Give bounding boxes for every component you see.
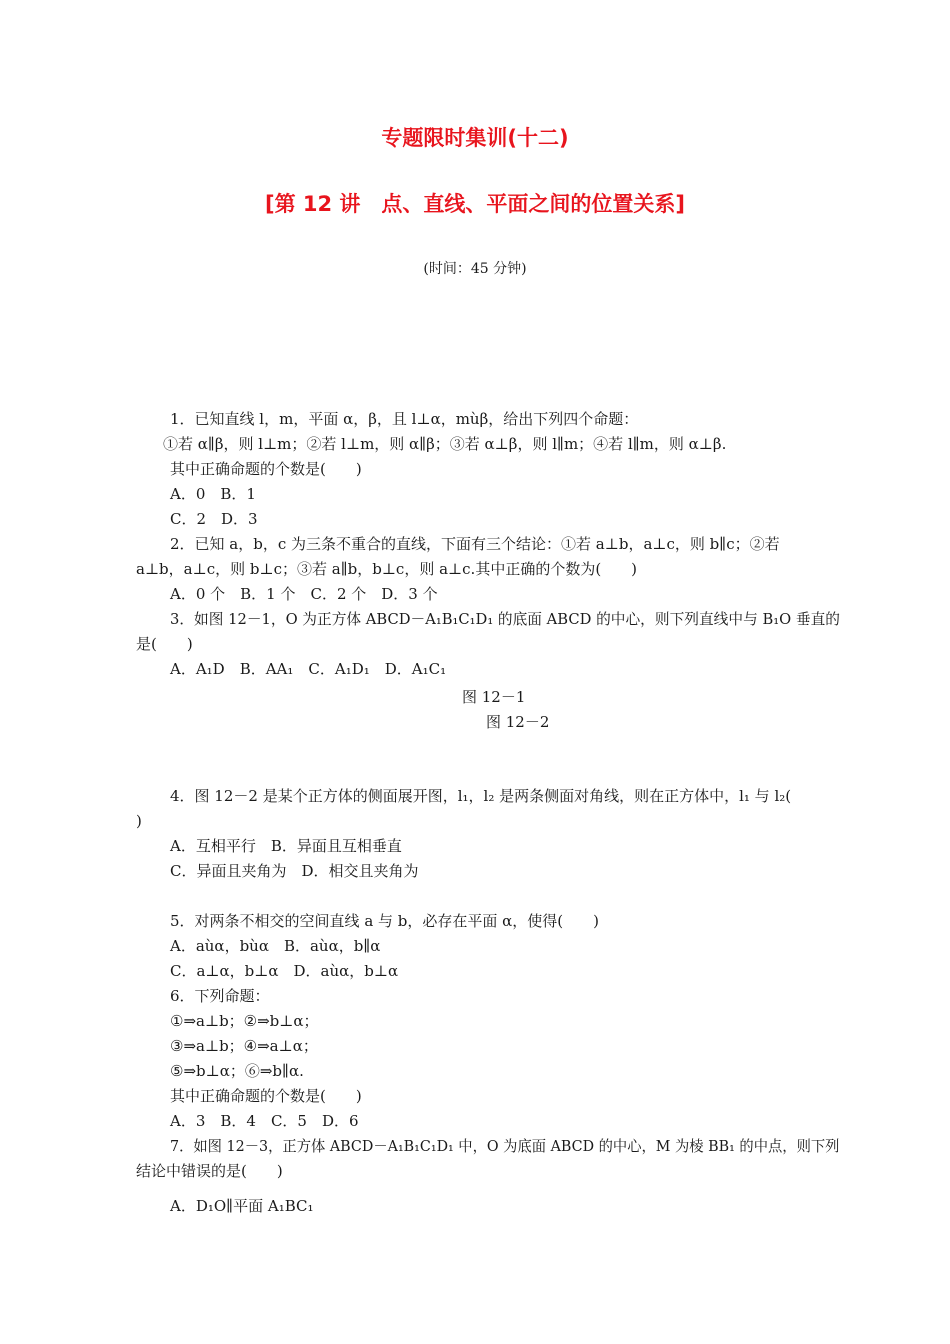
q1-propositions: ①若 α∥β，则 l⊥m；②若 l⊥m，则 α∥β；③若 α⊥β，则 l∥m；④若 l∥m，则 α⊥β. <box>163 435 727 453</box>
q4-stem-cont: ) <box>136 812 142 830</box>
q5-options-ab: A．aùα，bùα B．aùα，b∥α <box>170 937 381 955</box>
q2-options: A．0 个 B．1 个 C．2 个 D．3 个 <box>170 585 438 603</box>
lecture-subtitle: [第 12 讲 点、直线、平面之间的位置关系] <box>264 192 686 216</box>
q7-stem: 7．如图 12－3，正方体 ABCD－A₁B₁C₁D₁ 中，O 为底面 ABCD 的中心，M 为棱 BB₁ 的中点，则下列 <box>170 1137 840 1155</box>
q6-items-1: ①⇒a⊥b；②⇒b⊥α； <box>170 1012 319 1030</box>
time-limit: (时间：45 分钟) <box>423 261 527 277</box>
q3-stem: 3．如图 12－1，O 为正方体 ABCD－A₁B₁C₁D₁ 的底面 ABCD 的中心，则下列直线中与 B₁O 垂直的 <box>170 610 840 628</box>
q7-stem-cont: 结论中错误的是( ) <box>136 1162 283 1180</box>
q3-stem-cont: 是( ) <box>136 635 193 653</box>
q6-options: A．3 B．4 C．5 D．6 <box>170 1112 359 1130</box>
q7-option-a: A．D₁O∥平面 A₁BC₁ <box>170 1197 314 1215</box>
q6-items-3: ⑤⇒b⊥α；⑥⇒b∥α. <box>170 1062 304 1080</box>
q2-stem: 2．已知 a，b，c 为三条不重合的直线，下面有三个结论：①若 a⊥b，a⊥c，则 b∥c；②若 <box>170 535 780 553</box>
q5-stem: 5．对两条不相交的空间直线 a 与 b，必存在平面 α，使得( ) <box>170 912 599 930</box>
figure-caption-12-1: 图 12－1 <box>462 688 526 706</box>
q3-options: A．A₁D B．AA₁ C．A₁D₁ D．A₁C₁ <box>170 660 447 678</box>
q6-items-2: ③⇒a⊥b；④⇒a⊥α； <box>170 1037 318 1055</box>
page-title: 专题限时集训(十二) <box>381 126 569 150</box>
q1-stem: 1．已知直线 l，m，平面 α，β，且 l⊥α，mùβ，给出下列四个命题： <box>170 410 639 428</box>
q1-ask: 其中正确命题的个数是( ) <box>170 460 362 478</box>
q2-stem-cont: a⊥b，a⊥c，则 b⊥c；③若 a∥b，b⊥c，则 a⊥c.其中正确的个数为( ) <box>136 560 638 578</box>
figure-caption-12-2: 图 12－2 <box>486 713 550 731</box>
q5-options-cd: C．a⊥α，b⊥α D．aùα，b⊥α <box>170 962 399 980</box>
q4-stem: 4．图 12－2 是某个正方体的侧面展开图，l₁，l₂ 是两条侧面对角线，则在正方体中，l₁ 与 l₂( <box>170 787 792 805</box>
q6-stem: 6．下列命题： <box>170 987 270 1005</box>
q1-options-cd: C．2 D．3 <box>170 510 258 528</box>
q1-options-ab: A．0 B．1 <box>170 485 256 503</box>
q4-options-cd: C．异面且夹角为 D．相交且夹角为 <box>170 862 419 880</box>
q6-ask: 其中正确命题的个数是( ) <box>170 1087 362 1105</box>
q4-options-ab: A．互相平行 B．异面且互相垂直 <box>170 837 402 855</box>
